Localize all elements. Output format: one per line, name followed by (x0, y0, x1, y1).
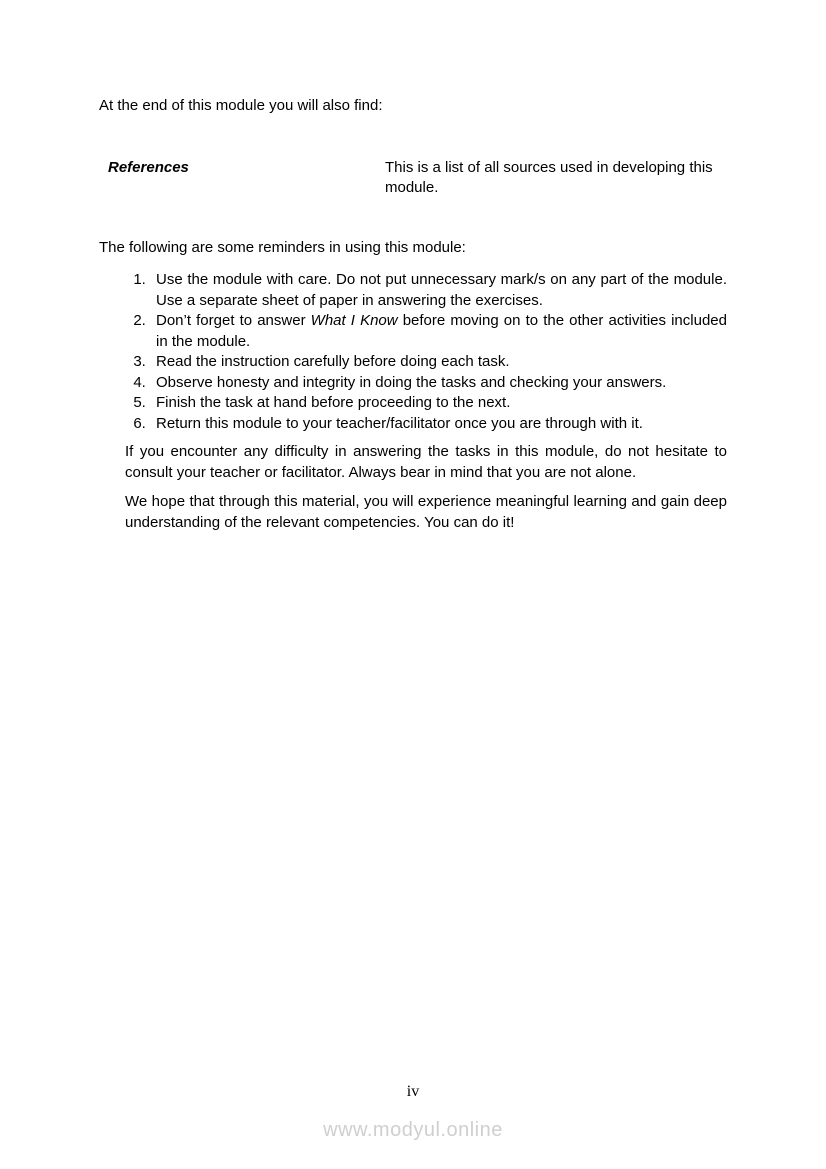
reminder-item-2-italic-phrase: What I Know (310, 312, 398, 329)
reminder-item-3-text: Read the instruction carefully before doing each task. (156, 353, 510, 370)
reminder-item-4 (150, 373, 727, 394)
page-content (99, 96, 727, 533)
reminder-item-2-text-before: Don’t forget to answer (156, 312, 311, 329)
paragraph-encounter-difficulty: If you encounter any difficulty in answering the tasks in this module, do not hesitate to consult your teacher or facilitator. Always bear in mind that you are not alone. (125, 443, 727, 481)
reminder-item-6-text: Return this module to your teacher/facilitator once you are through with it. (156, 414, 643, 432)
intro-line: At the end of this module you will also find: (99, 97, 383, 114)
reminder-item-1 (150, 270, 727, 311)
reminders-heading: The following are some reminders in using this module: (99, 238, 466, 256)
watermark-text: www.modyul.online (323, 1119, 503, 1141)
reminder-item-5 (150, 393, 727, 414)
reminders-list (99, 270, 727, 434)
references-definition: This is a list of all sources used in developing this module. (385, 158, 713, 196)
reminder-item-2-text-after: before moving on to the other activities included in the module. (156, 312, 727, 350)
reminder-item-1-text: Use the module with care. Do not put unnecessary mark/s on any part of the module. Use a separate sheet of paper in answering the exercises. (156, 271, 727, 309)
page-number: iv (406, 1083, 420, 1100)
reminder-item-3 (150, 352, 727, 373)
reminder-item-2 (150, 311, 727, 352)
references-row (99, 158, 727, 199)
reminder-item-4-text: Observe honesty and integrity in doing the tasks and checking your answers. (156, 373, 667, 391)
paragraph-we-hope: We hope that through this material, you will experience meaningful learning and gain deep understanding of the relevant competencies. You can do it! (125, 493, 727, 531)
references-term: References (108, 158, 189, 176)
reminder-item-6 (150, 414, 727, 435)
reminder-item-5-text: Finish the task at hand before proceeding to the next. (156, 394, 511, 411)
